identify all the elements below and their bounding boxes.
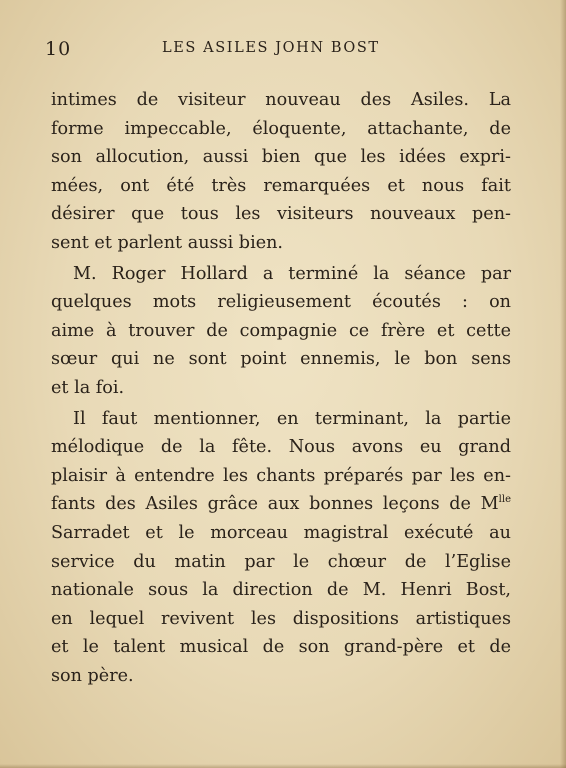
text-line: sœur qui ne sont point ennemis, le bon sens xyxy=(51,349,511,370)
text-line: désirer que tous les visiteurs nouveaux pen- xyxy=(51,204,511,225)
page-edge-shadow-right xyxy=(560,0,566,768)
text-line: et la foi. xyxy=(51,377,125,398)
text-line: aime à trouver de compagnie ce frère et cette xyxy=(51,320,511,341)
text-line: nationale sous la direction de M. Henri Bost, xyxy=(51,580,511,601)
text-line: forme impeccable, éloquente, attachante, de xyxy=(51,118,511,139)
paragraph-2 xyxy=(51,260,511,403)
page-number: 10 xyxy=(45,38,72,60)
text-line: et le talent musical de son grand-père et de xyxy=(51,637,511,658)
text-line: quelques mots religieusement écoutés : on xyxy=(51,292,511,313)
text-line: Sarradet et le morceau magistral exécuté au xyxy=(51,522,511,543)
text-line: Il faut mentionner, en terminant, la partie xyxy=(73,408,511,429)
running-title: LES ASILES JOHN BOST xyxy=(162,40,380,56)
text-line: intimes de visiteur nouveau des Asiles. La xyxy=(51,90,511,110)
body-text xyxy=(51,86,511,690)
text-line: sent et parlent aussi bien. xyxy=(51,232,284,253)
text-line: mélodique de la fête. Nous avons eu grand xyxy=(51,437,511,458)
text-line: en lequel revivent les dispositions artistiques xyxy=(51,608,511,629)
page-edge-shadow-bottom xyxy=(0,764,566,768)
running-head xyxy=(45,38,515,62)
superscript-abbreviation: lle xyxy=(498,494,511,506)
text-line: son allocution, aussi bien que les idées expri- xyxy=(51,147,511,168)
text-line: fants des Asiles grâce aux bonnes leçons de M xyxy=(51,494,499,515)
paragraph-1 xyxy=(51,86,511,258)
text-line-with-superscript xyxy=(51,490,511,519)
text-line: son père. xyxy=(51,665,134,686)
text-line: M. Roger Hollard a terminé la séance par xyxy=(73,263,511,284)
text-line: mées, ont été très remarquées et nous fait xyxy=(51,175,511,196)
paragraph-3 xyxy=(51,405,511,691)
text-line: service du matin par le chœur de l’Eglise xyxy=(51,551,511,572)
text-line: plaisir à entendre les chants préparés par les en- xyxy=(51,465,511,486)
